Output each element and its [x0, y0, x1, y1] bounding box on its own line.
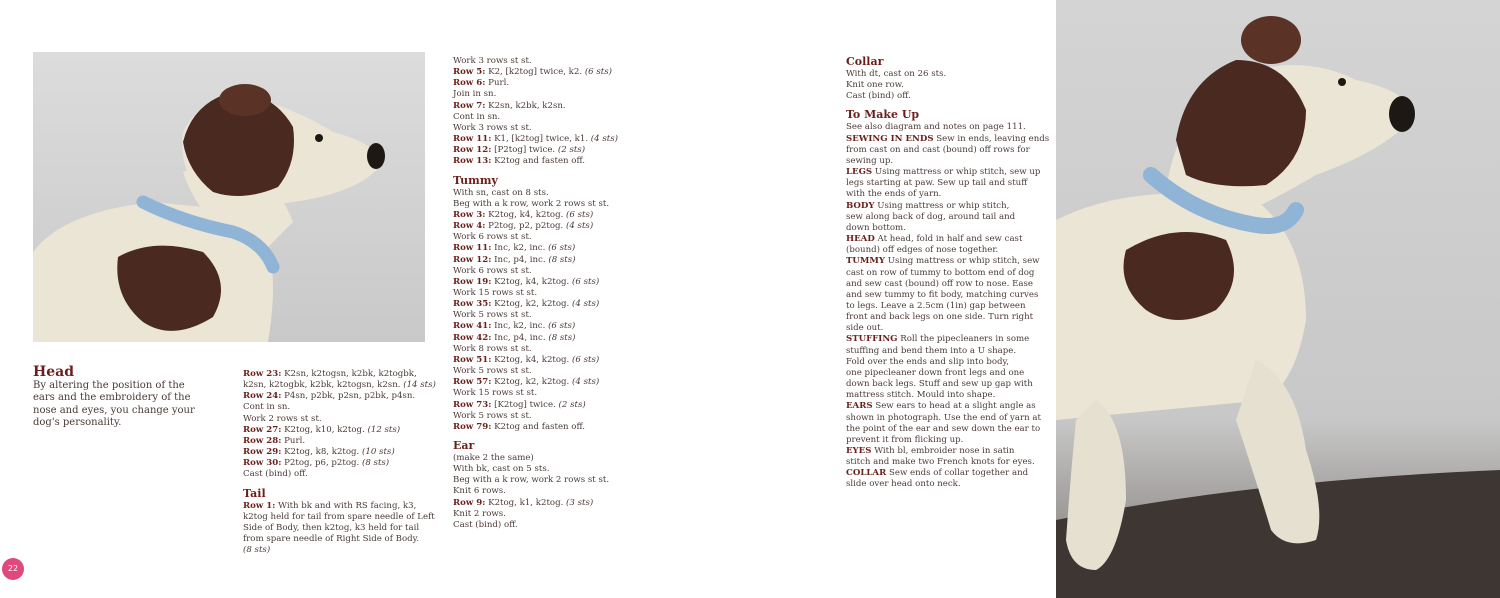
instruction-text: With sn, cast on 8 sts.	[453, 187, 549, 198]
row-label: Row 73:	[453, 399, 492, 410]
row-label: Row 51:	[453, 354, 492, 365]
pattern-text-line	[846, 145, 1041, 156]
instruction-text: Work 3 rows st st.	[453, 122, 532, 133]
pattern-text-line	[453, 123, 643, 134]
pattern-text-line	[243, 523, 428, 534]
instruction-text: K2tog, k8, k2tog.	[284, 447, 360, 458]
instruction-text: Work 5 rows st st.	[453, 310, 532, 321]
instruction-text: Work 5 rows st st.	[453, 410, 532, 421]
stitch-count: (6 sts)	[572, 276, 600, 287]
stitch-count: (4 sts)	[572, 299, 600, 310]
stitch-count: (14 sts)	[403, 380, 436, 391]
instruction-text: Sew ears to head at a slight angle as	[875, 401, 1036, 412]
row-label: Row 27:	[243, 424, 282, 435]
stitch-count: (10 sts)	[362, 447, 395, 458]
pattern-text-line	[846, 368, 1041, 379]
instruction-text: Work 15 rows st st.	[453, 388, 538, 399]
stitch-count: (12 sts)	[367, 424, 401, 435]
instruction-text: [P2tog] twice.	[494, 145, 556, 156]
pattern-row-line	[243, 436, 428, 447]
section-heading: Tail	[243, 486, 266, 500]
instruction-text: With bl, embroider nose in satin	[874, 446, 1015, 456]
stitch-count: (4 sts)	[572, 377, 600, 388]
row-label: Row 13:	[453, 156, 492, 167]
row-label: Row 23:	[243, 369, 282, 379]
instruction-text: K2sn, k2togsn, k2bk, k2togbk,	[284, 369, 417, 379]
pattern-row-line	[453, 277, 643, 288]
pattern-row-line	[453, 156, 643, 167]
pattern-text-line	[453, 486, 643, 497]
instruction-text: one pipecleaner down front legs and one	[846, 367, 1025, 378]
stitch-count: (6 sts)	[548, 321, 576, 332]
instruction-text: Inc, k2, inc.	[494, 243, 546, 254]
pattern-text-line	[846, 312, 1041, 323]
pattern-text-line	[453, 453, 643, 464]
pattern-row-line	[453, 377, 643, 388]
instruction-text: Work 5 rows st st.	[453, 366, 532, 377]
section-heading: Ear	[453, 439, 475, 452]
pattern-row-line	[453, 333, 643, 344]
pattern-text-line	[846, 156, 1041, 167]
row-label: Row 12:	[453, 254, 492, 265]
pattern-text-line	[453, 520, 643, 531]
instruction-text: Cast (bind) off.	[453, 519, 518, 530]
stitch-count: (2 sts)	[557, 145, 586, 156]
pattern-row-line	[846, 446, 1041, 457]
dog-body-illustration	[1056, 0, 1500, 598]
row-label: STUFFING	[846, 334, 898, 345]
pattern-text-line	[846, 279, 1041, 290]
row-label: Row 79:	[453, 421, 492, 432]
head-section-title: Head	[33, 364, 74, 380]
pattern-row-line	[846, 401, 1041, 412]
pattern-text-line	[453, 112, 643, 123]
pattern-row-line	[453, 221, 643, 232]
instruction-text: from spare needle of Right Side of Body.	[243, 534, 420, 545]
head-section-intro: By altering the position of the ears and the embroidery of the nose and eyes, you change your dog's personality.	[33, 380, 195, 428]
pattern-text-line	[846, 245, 1041, 256]
pattern-text-line	[846, 69, 1041, 80]
pattern-row-line	[453, 145, 643, 156]
dog-head-photo	[33, 52, 425, 342]
instruction-text: Side of Body, then k2tog, k3 held for tail	[243, 522, 420, 533]
instruction-text: K2tog, k2, k2tog.	[494, 299, 570, 310]
stitch-count: (6 sts)	[566, 209, 594, 220]
instruction-text: K2tog and fasten off.	[494, 156, 586, 167]
instruction-text: K2tog, k4, k2tog.	[494, 354, 570, 365]
instruction-text: Join in sn.	[453, 89, 497, 100]
instruction-text: Cast (bind) off.	[243, 469, 308, 480]
instruction-text: Knit 6 rows.	[453, 486, 506, 497]
instruction-text: P4sn, p2bk, p2sn, p2bk, p4sn.	[284, 391, 416, 402]
pattern-text-line	[453, 475, 643, 486]
instruction-text: Purl.	[284, 435, 306, 446]
pattern-text-line	[846, 424, 1041, 435]
pattern-text-line	[243, 402, 428, 413]
instruction-text: With dt, cast on 26 sts.	[846, 69, 947, 79]
pattern-text-line	[243, 534, 428, 545]
row-label: Row 12:	[453, 145, 492, 156]
pattern-text-line	[846, 223, 1041, 234]
instruction-text: prevent it from flicking up.	[846, 434, 964, 445]
instruction-text: At head, fold in half and sew cast	[877, 234, 1023, 245]
instruction-text: K1, [k2tog] twice, k1.	[494, 134, 589, 145]
pattern-row-line	[243, 425, 428, 436]
pattern-text-line	[846, 268, 1041, 279]
pattern-row-line	[453, 400, 643, 411]
instruction-text: P2tog, p6, p2tog.	[284, 458, 360, 469]
instruction-text: Inc, k2, inc.	[494, 321, 546, 332]
pattern-row-line	[846, 133, 1050, 145]
pattern-text-line	[846, 91, 1041, 102]
pattern-text-line	[846, 479, 1041, 490]
pattern-row-line	[453, 101, 643, 112]
pattern-text-line	[846, 357, 1041, 368]
row-label: Row 11:	[453, 243, 492, 254]
row-label: Row 42:	[453, 332, 492, 343]
pattern-text-line	[453, 89, 643, 100]
row-label: Row 1:	[243, 500, 276, 511]
stitch-count: (4 sts)	[566, 221, 594, 232]
instruction-text: With bk and with RS facing, k3,	[278, 500, 417, 511]
instruction-text: K2tog, k4, k2tog.	[494, 276, 570, 287]
instruction-text: Using mattress or whip stitch, sew	[887, 256, 1040, 267]
row-label: TUMMY	[846, 256, 886, 267]
instruction-text: Beg with a k row, work 2 rows st st.	[453, 198, 610, 209]
pattern-row-line	[453, 498, 643, 509]
section-heading: Collar	[846, 55, 884, 68]
row-label: Row 57:	[453, 377, 492, 388]
pattern-text-line	[453, 388, 643, 399]
instruction-text: Inc, p4, inc.	[494, 254, 546, 265]
instruction-text: down back legs. Stuff and sew up gap with	[846, 379, 1033, 390]
instruction-text: Cast (bind) off.	[846, 91, 911, 102]
stitch-count: (3 sts)	[566, 497, 594, 508]
stitch-count: (4 sts)	[590, 134, 618, 145]
pattern-text-line	[846, 457, 1041, 468]
pattern-row-line	[453, 355, 643, 366]
instruction-text: K2tog, k1, k2tog.	[488, 497, 564, 508]
instruction-text: K2tog, k4, k2tog.	[488, 209, 564, 220]
instruction-text: [K2tog] twice.	[494, 399, 556, 410]
instruction-text: See also diagram and notes on page 111.	[846, 122, 1026, 133]
pattern-text-line	[453, 464, 643, 475]
instruction-text: down bottom.	[846, 222, 906, 233]
pattern-row-line	[846, 334, 1041, 345]
instruction-text: stitch and make two French knots for eyes.	[846, 457, 1035, 468]
row-label: LEGS	[846, 167, 873, 178]
pattern-row-line	[453, 243, 643, 254]
stitch-count: (6 sts)	[572, 354, 600, 365]
pattern-row-line	[846, 256, 1041, 267]
instruction-text: stuffing and bend them into a U shape.	[846, 345, 1017, 356]
pattern-text-line	[453, 188, 643, 199]
instruction-text: Using mattress or whip stitch,	[877, 200, 1010, 211]
row-label: SEWING IN ENDS	[846, 133, 934, 144]
pattern-row-line	[846, 234, 1041, 245]
pattern-text-line	[243, 545, 428, 556]
instruction-text: and sew tummy to fit body, matching curves	[846, 289, 1039, 300]
pattern-row-line	[453, 67, 643, 78]
pattern-row-line	[453, 134, 643, 145]
instruction-text: Inc, p4, inc.	[494, 332, 546, 343]
instruction-text: Work 8 rows st st.	[453, 343, 532, 354]
instruction-text: with the ends of yarn.	[846, 189, 942, 200]
instruction-text: K2tog, k10, k2tog.	[284, 424, 365, 435]
pattern-text-line	[846, 435, 1041, 446]
instruction-text: With bk, cast on 5 sts.	[453, 464, 550, 475]
instruction-text: from cast on and cast (bound) off rows for	[846, 144, 1030, 155]
pattern-text-line	[453, 199, 643, 210]
pattern-row-line	[243, 369, 428, 380]
pattern-column-2	[453, 56, 643, 531]
instruction-text: Fold over the ends and slip into body,	[846, 356, 1009, 367]
row-label: Row 41:	[453, 321, 492, 332]
row-label: BODY	[846, 200, 875, 211]
pattern-text-line	[453, 56, 643, 67]
row-label: Row 7:	[453, 100, 486, 111]
instruction-text: (make 2 the same)	[453, 453, 534, 463]
instruction-text: shown in photograph. Use the end of yarn at	[846, 412, 1041, 423]
instruction-text: Work 15 rows st st.	[453, 287, 538, 298]
instruction-text: Using mattress or whip stitch, sew up	[874, 167, 1041, 178]
instruction-text: K2tog, k2, k2tog.	[494, 377, 570, 388]
pattern-row-line	[453, 78, 643, 89]
instruction-text: sewing up.	[846, 155, 894, 166]
pattern-column-3	[846, 55, 1050, 491]
row-label: EYES	[846, 446, 872, 456]
instruction-text: k2sn, k2togbk, k2bk, k2togsn, k2sn.	[243, 380, 401, 391]
pattern-text-line	[243, 511, 435, 523]
pattern-text-line	[453, 509, 643, 520]
stitch-count: (8 sts)	[361, 458, 390, 469]
pattern-text-line	[453, 288, 643, 299]
pattern-row-line	[243, 391, 428, 402]
pattern-text-line	[243, 414, 428, 425]
stitch-count: (8 sts)	[548, 332, 576, 343]
pattern-text-line	[243, 380, 436, 391]
pattern-text-line	[846, 178, 1041, 189]
instruction-text: P2tog, p2, p2tog.	[488, 221, 564, 232]
pattern-row-line	[453, 255, 643, 266]
section-heading: Tummy	[453, 173, 498, 187]
page-number-badge: 22	[2, 558, 24, 580]
pattern-row-line	[846, 167, 1041, 178]
instruction-text: to legs. Leave a 2.5cm (1in) gap between	[846, 300, 1026, 311]
instruction-text: legs starting at paw. Sew up tail and stuff	[846, 178, 1028, 189]
row-label: Row 11:	[453, 134, 492, 145]
pattern-text-line	[243, 469, 428, 480]
pattern-text-line	[846, 413, 1041, 424]
pattern-text-line	[453, 310, 643, 321]
pattern-text-line	[846, 80, 1041, 91]
stitch-count: (8 sts)	[243, 545, 271, 556]
row-label: Row 3:	[453, 209, 486, 220]
instruction-text: cast on row of tummy to bottom end of dog	[846, 267, 1035, 278]
row-label: Row 9:	[453, 497, 486, 508]
dog-body-photo	[1056, 0, 1500, 598]
pattern-text-line	[846, 290, 1041, 301]
pattern-row-line	[453, 321, 643, 332]
pattern-row-line	[453, 210, 643, 221]
stitch-count: (2 sts)	[558, 399, 586, 410]
instruction-text: Work 6 rows st st.	[453, 232, 532, 243]
instruction-text: (bound) off edges of nose together.	[846, 245, 999, 256]
instruction-text: Sew in ends, leaving ends	[936, 133, 1050, 144]
pattern-text-line	[453, 344, 643, 355]
row-label: Row 19:	[453, 276, 492, 287]
row-label: Row 4:	[453, 221, 486, 232]
instruction-text: Beg with a k row, work 2 rows st st.	[453, 475, 610, 486]
instruction-text: side out.	[846, 323, 884, 334]
row-label: Row 5:	[453, 67, 486, 78]
pattern-row-line	[243, 501, 428, 512]
stitch-count: (8 sts)	[548, 254, 576, 265]
instruction-text: the point of the ear and sew down the ear to	[846, 423, 1041, 434]
pattern-column-1	[243, 369, 436, 556]
stitch-count: (6 sts)	[584, 67, 612, 78]
pattern-text-line	[846, 212, 1041, 223]
instruction-text: k2tog held for tail from spare needle of Left	[243, 511, 435, 522]
instruction-text: Knit one row.	[846, 80, 904, 91]
pattern-row-line	[846, 468, 1041, 479]
pattern-text-line	[846, 379, 1041, 390]
instruction-text: Work 3 rows st st.	[453, 56, 532, 66]
pattern-text-line	[453, 411, 643, 422]
pattern-row-line	[243, 458, 428, 469]
section-heading: To Make Up	[846, 108, 920, 122]
pattern-text-line	[453, 366, 643, 377]
pattern-text-line	[846, 323, 1041, 334]
stitch-count: (6 sts)	[548, 243, 576, 254]
row-label: Row 29:	[243, 447, 282, 458]
pattern-text-line	[453, 232, 643, 243]
dog-head-illustration	[33, 52, 425, 342]
pattern-text-line	[846, 301, 1041, 312]
instruction-text: Roll the pipecleaners in some	[900, 334, 1030, 345]
pattern-text-line	[846, 346, 1041, 357]
instruction-text: Work 2 rows st st.	[243, 413, 322, 424]
pattern-row-line	[453, 422, 643, 433]
pattern-text-line	[846, 189, 1041, 200]
pattern-row-line	[243, 447, 428, 458]
pattern-text-line	[846, 390, 1041, 401]
instruction-text: Knit 2 rows.	[453, 508, 506, 519]
instruction-text: sew along back of dog, around tail and	[846, 211, 1016, 222]
pattern-row-line	[846, 201, 1041, 212]
instruction-text: K2tog and fasten off.	[494, 421, 586, 432]
instruction-text: Sew ends of collar together and	[888, 468, 1029, 479]
row-label: Row 35:	[453, 299, 492, 310]
row-label: Row 28:	[243, 435, 282, 446]
row-label: EARS	[846, 401, 873, 412]
instruction-text: K2, [k2tog] twice, k2.	[488, 67, 583, 78]
instruction-text: Cont in sn.	[243, 402, 291, 413]
instruction-text: Cont in sn.	[453, 111, 501, 122]
instruction-text: K2sn, k2bk, k2sn.	[488, 100, 566, 111]
row-label: COLLAR	[846, 468, 887, 479]
instruction-text: Work 6 rows st st.	[453, 265, 532, 276]
row-label: Row 24:	[243, 391, 282, 402]
instruction-text: and sew cast (bound) off row to nose. Ease	[846, 278, 1033, 289]
instruction-text: Purl.	[488, 78, 510, 89]
instruction-text: slide over head onto neck.	[846, 479, 961, 490]
instruction-text: mattress stitch. Mould into shape.	[846, 390, 996, 401]
pattern-row-line	[453, 299, 643, 310]
row-label: HEAD	[846, 234, 875, 245]
pattern-text-line	[453, 266, 643, 277]
row-label: Row 6:	[453, 78, 486, 89]
instruction-text: front and back legs on one side. Turn right	[846, 312, 1034, 323]
row-label: Row 30:	[243, 458, 282, 469]
pattern-text-line	[846, 122, 1041, 133]
